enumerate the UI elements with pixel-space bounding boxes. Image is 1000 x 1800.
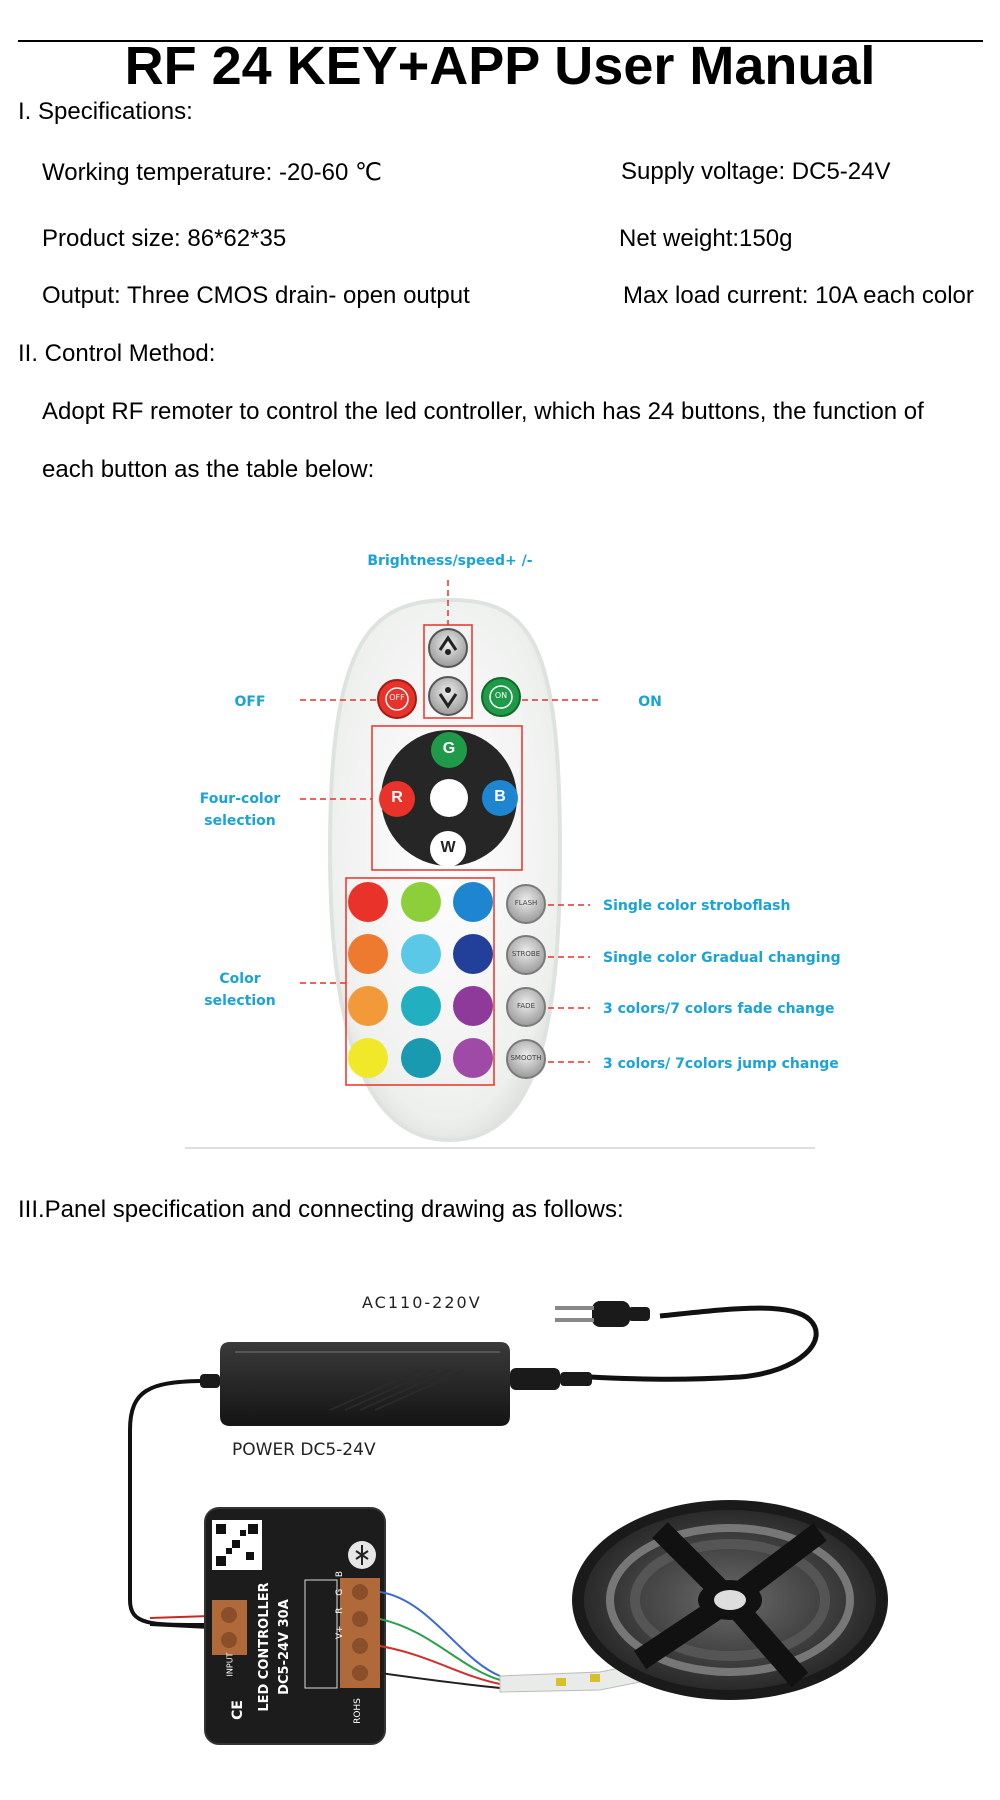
ce-mark: CE	[230, 1700, 246, 1720]
spec-supply-voltage: Supply voltage: DC5-24V	[621, 158, 891, 185]
strobe-description: Single color Gradual changing	[603, 950, 841, 966]
input-label: INPUT	[225, 1652, 235, 1677]
color-button-10	[348, 1038, 388, 1078]
color-button-9	[453, 986, 493, 1026]
controller-label-line-2: DC5-24V 30A	[277, 1599, 292, 1695]
blue-button-caption: B	[494, 788, 506, 805]
color-button-4	[348, 934, 388, 974]
four-color-label-line-1: Four-color	[199, 791, 281, 807]
color-selection-label-line-2: selection	[204, 993, 276, 1009]
rohs-label: ROHS	[353, 1698, 363, 1724]
controller-label	[255, 1552, 325, 1742]
color-button-5	[401, 934, 441, 974]
terminal-label-vplus: V+	[335, 1625, 345, 1640]
control-text-line-1: Adopt RF remoter to control the led controller, which has 24 buttons, the function of	[42, 398, 924, 425]
spec-max-load: Max load current: 10A each color	[623, 282, 974, 309]
fade-description: 3 colors/7 colors fade change	[603, 1001, 835, 1017]
flash-button-caption: FLASH	[514, 899, 538, 907]
led-strip-reel	[572, 1500, 888, 1700]
flash-description: Single color stroboflash	[603, 898, 791, 914]
terminal-label-g: G	[335, 1588, 345, 1596]
off-label: OFF	[234, 694, 266, 710]
strobe-button-caption: STROBE	[511, 950, 541, 958]
color-selection-label-line-1: Color	[219, 971, 261, 987]
plug-icon	[555, 1301, 650, 1327]
green-button-caption: G	[442, 740, 456, 757]
power-voltage-label: POWER DC5-24V	[232, 1440, 376, 1460]
terminal-label-r: R	[335, 1607, 345, 1614]
brightness-down-button	[429, 677, 467, 715]
spec-output: Output: Three CMOS drain- open output	[42, 282, 470, 309]
off-button-caption: OFF	[389, 693, 405, 702]
specs-heading: I. Specifications:	[18, 98, 193, 125]
brightness-up-button	[429, 629, 467, 667]
on-label: ON	[638, 694, 662, 710]
color-button-1	[348, 882, 388, 922]
panel-heading: III.Panel specification and connecting drawing as follows:	[18, 1196, 624, 1223]
controller-label-line-1: LED CONTROLLER	[257, 1582, 272, 1712]
fade-button-caption: FADE	[517, 1002, 535, 1010]
brightness-label: Brightness/speed+ /-	[367, 553, 533, 569]
page-title: RF 24 KEY+APP User Manual	[124, 36, 876, 96]
smooth-button-caption: SMOOTH	[510, 1054, 542, 1062]
power-adapter	[200, 1342, 592, 1426]
connection-diagram	[0, 1280, 1000, 1800]
color-button-6	[453, 934, 493, 974]
spec-net-weight: Net weight:150g	[619, 225, 793, 252]
color-button-7	[348, 986, 388, 1026]
four-color-label-line-2: selection	[204, 813, 276, 829]
red-button-caption: R	[391, 789, 403, 806]
color-button-3	[453, 882, 493, 922]
smooth-description: 3 colors/ 7colors jump change	[603, 1056, 839, 1072]
color-button-11	[401, 1038, 441, 1078]
spec-working-temperature: Working temperature: -20-60 ℃	[42, 159, 382, 186]
terminal-labels	[335, 1565, 345, 1645]
color-button-12	[453, 1038, 493, 1078]
spec-product-size: Product size: 86*62*35	[42, 225, 287, 252]
control-text-line-2: each button as the table below:	[42, 456, 375, 483]
on-button-caption: ON	[494, 691, 508, 700]
white-button-caption: W	[440, 839, 456, 856]
center-white-button	[430, 779, 468, 817]
terminal-label-b: B	[335, 1570, 345, 1578]
color-button-8	[401, 986, 441, 1026]
color-button-2	[401, 882, 441, 922]
control-heading: II. Control Method:	[18, 340, 216, 367]
remote-diagram	[0, 520, 1000, 1160]
ac-voltage-label: AC110-220V	[362, 1293, 482, 1312]
